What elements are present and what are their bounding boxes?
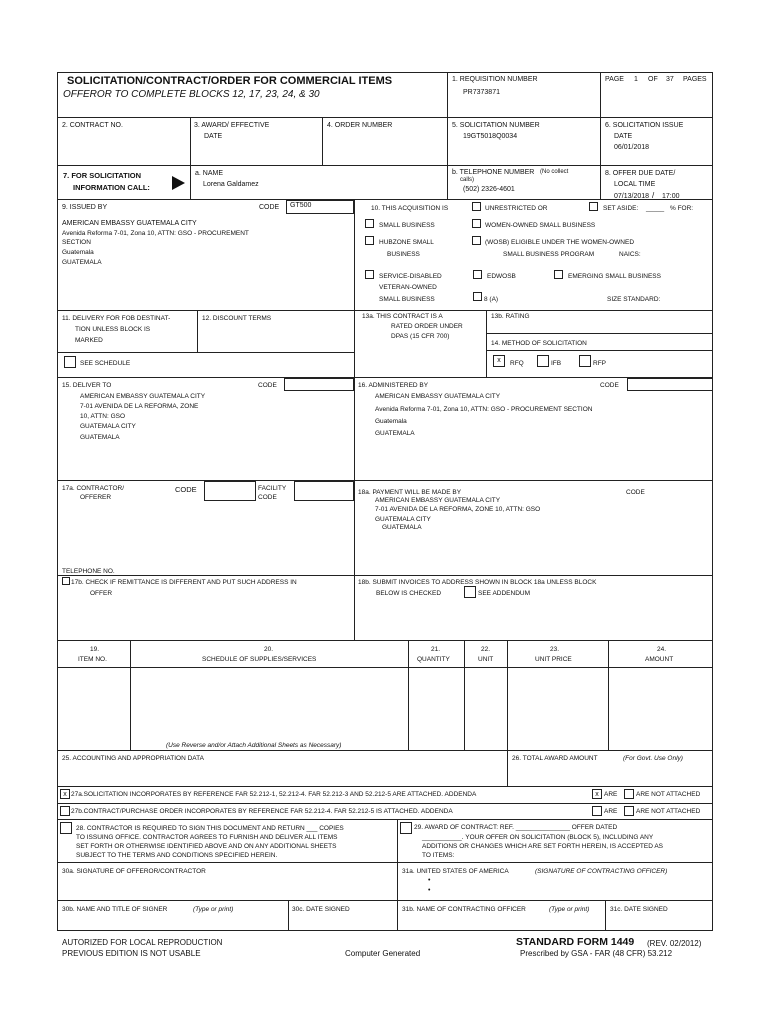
rfq-label: RFQ	[510, 360, 524, 367]
b18a-label: 18a. PAYMENT WILL BE MADE BY	[358, 489, 462, 496]
b11-label: 11. DELIVERY FOR FOB DESTINAT-	[62, 315, 171, 322]
wosb-eligible-checkbox[interactable]	[472, 236, 481, 245]
wosb-checkbox[interactable]	[472, 219, 481, 228]
col24-num: 24.	[657, 646, 667, 653]
standard-form-rev: (REV. 02/2012)	[647, 939, 702, 948]
b27a-are-not-label: ARE NOT ATTACHED	[636, 791, 701, 798]
small-business-checkbox[interactable]	[365, 219, 374, 228]
emerging-checkbox[interactable]	[554, 270, 563, 279]
b30b-label: 30b. NAME AND TITLE OF SIGNER	[62, 906, 168, 913]
b9-line: Avenida Reforma 7-01, Zona 10, ATTN: GSO - PROCUREMENT	[62, 230, 249, 237]
b13a-label: 13a. THIS CONTRACT IS A	[362, 313, 443, 320]
hubzone-label2: BUSINESS	[387, 251, 420, 258]
b11-label3: MARKED	[75, 337, 103, 344]
col-quantity: QUANTITY	[417, 656, 450, 663]
standard-form-title: STANDARD FORM 1449	[516, 936, 635, 948]
offer-due-slash: /	[652, 191, 655, 200]
col-schedule: SCHEDULE OF SUPPLIES/SERVICES	[202, 656, 317, 663]
b27b-are-not-label: ARE NOT ATTACHED	[636, 808, 701, 815]
b27a-are-checkbox[interactable]: x	[592, 789, 602, 799]
footer-computer-generated: Computer Generated	[345, 949, 421, 958]
b8-label: 8. OFFER DUE DATE/	[605, 170, 676, 177]
eight-a-label: 8 (A)	[484, 296, 499, 303]
set-aside-checkbox[interactable]	[589, 202, 598, 211]
b29-text2: ___________. YOUR OFFER ON SOLICITATION (BLOCK 5), INCLUDING ANY	[422, 834, 654, 841]
b13b-label: 13b. RATING	[491, 313, 530, 320]
b26-label: 26. TOTAL AWARD AMOUNT	[512, 755, 598, 762]
col22-num: 22.	[481, 646, 491, 653]
b28-text4: SUBJECT TO THE TERMS AND CONDITIONS SPECIFIED HEREIN.	[76, 852, 278, 859]
b28-text3: SET FORTH OR OTHERWISE IDENTIFIED ABOVE AND ON ANY ADDITIONAL SHEETS	[76, 843, 337, 850]
b30c-label: 30c. DATE SIGNED	[292, 906, 350, 913]
b9-line: Guatemala	[62, 249, 94, 256]
b27b-text: 27b.CONTRACT/PURCHASE ORDER INCORPORATES BY REFERENCE FAR 52.212-4. FAR 52.212-5 IS ATTACHED. ADDENDA	[71, 808, 453, 815]
b12-label: 12. DISCOUNT TERMS	[202, 315, 272, 322]
facility-label2: CODE	[258, 494, 277, 501]
facility-code-field[interactable]	[294, 481, 354, 501]
col-unit: UNIT	[478, 656, 494, 663]
emerging-label: EMERGING SMALL BUSINESS	[568, 273, 661, 280]
b29-text4: TO ITEMS:	[422, 852, 455, 859]
see-schedule-checkbox[interactable]	[64, 356, 76, 368]
col-amount: AMOUNT	[645, 656, 674, 663]
b7b-note2: calls)	[460, 177, 475, 183]
b7-label: 7. FOR SOLICITATION	[63, 171, 142, 180]
edwosb-checkbox[interactable]	[473, 270, 482, 279]
b27b-are-label: ARE	[604, 808, 618, 815]
offer-due-date: 07/13/2018	[614, 193, 650, 200]
b16-line: AMERICAN EMBASSY GUATEMALA CITY	[375, 393, 501, 400]
col23-num: 23.	[550, 646, 560, 653]
b31c-label: 31c. DATE SIGNED	[610, 906, 668, 913]
unrestricted-label: UNRESTRICTED OR	[485, 205, 548, 212]
schedule-note: (Use Reverse and/or Attach Additional Sheets as Necessary)	[166, 742, 342, 749]
b27a-are-not-checkbox[interactable]	[624, 789, 634, 799]
ifb-checkbox[interactable]	[537, 355, 549, 367]
hubzone-label: HUBZONE SMALL	[379, 239, 434, 246]
b7-label2: INFORMATION CALL:	[73, 183, 150, 192]
b15-line: 7-01 AVENIDA DE LA REFORMA, ZONE	[80, 403, 199, 410]
b15-line: 10, ATTN: GSO	[80, 413, 126, 420]
page-label: PAGE	[605, 76, 624, 83]
contact-name: Lorena Galdamez	[203, 181, 259, 188]
b27a-text: 27a.SOLICITATION INCORPORATES BY REFERENCE FAR 52.212-1, 52.212-4. FAR 52.212-3 AND 52.212-5 ARE ATTACHED. ADDENDA	[71, 791, 477, 798]
sdvosb-label: SERVICE-DISABLED	[379, 273, 442, 280]
facility-label: FACILITY	[258, 485, 287, 492]
b31a-label: 31a. UNITED STATES OF AMERICA	[402, 868, 509, 875]
form-title: SOLICITATION/CONTRACT/ORDER FOR COMMERCIAL ITEMS	[67, 75, 393, 87]
b9-code-value: GT500	[286, 200, 354, 214]
sdvosb-label2: VETERAN-OWNED	[379, 284, 437, 291]
b18a-line: GUATEMALA	[382, 524, 422, 531]
b27b-checkbox[interactable]	[60, 806, 70, 816]
col19-num: 19.	[90, 646, 100, 653]
b27b-are-checkbox[interactable]	[592, 806, 602, 816]
page-of: OF	[648, 76, 658, 83]
b4-label: 4. ORDER NUMBER	[327, 122, 393, 129]
sdvosb-checkbox[interactable]	[365, 270, 374, 279]
unrestricted-checkbox[interactable]	[472, 202, 481, 211]
b15-code-field[interactable]	[284, 378, 354, 391]
b17b-label: 17b. CHECK IF REMITTANCE IS DIFFERENT AND PUT SUCH ADDRESS IN	[71, 579, 297, 586]
naics-label: NAICS:	[619, 251, 641, 258]
b16-line: Avenida Reforma 7-01, Zona 10, ATTN: GSO - PROCUREMENT SECTION	[375, 406, 593, 413]
b17a-code-label: CODE	[175, 485, 197, 494]
b28-checkbox[interactable]	[60, 822, 72, 834]
b18b-label2: BELOW IS CHECKED	[376, 590, 442, 597]
remittance-checkbox[interactable]	[62, 577, 70, 585]
b30b-note: (Type or print)	[193, 906, 234, 913]
b14-label: 14. METHOD OF SOLICITATION	[491, 340, 587, 347]
bullet-icon: •	[428, 877, 431, 884]
b16-code-label: CODE	[600, 382, 619, 389]
b17b-label2: OFFER	[90, 590, 113, 597]
set-aside-percent: _____	[646, 205, 665, 212]
b18a-line: 7-01 AVENIDA DE LA REFORMA, ZONE 10, ATTN: GSO	[375, 506, 541, 513]
b27a-are-label: ARE	[604, 791, 618, 798]
col20-num: 20.	[264, 646, 274, 653]
page-number: 1	[634, 76, 638, 83]
b7a-label: a. NAME	[195, 170, 224, 177]
b29-checkbox[interactable]	[400, 822, 412, 834]
b5-label: 5. SOLICITATION NUMBER	[452, 122, 540, 129]
b9-line: AMERICAN EMBASSY GUATEMALA CITY	[62, 220, 197, 227]
eight-a-checkbox[interactable]	[473, 292, 482, 301]
prescribed-by: Prescribed by GSA - FAR (48 CFR) 53.212	[520, 949, 673, 958]
solicitation-issue-date: 06/01/2018	[614, 144, 650, 151]
b2-label: 2. CONTRACT NO.	[62, 122, 123, 129]
b26-note: (For Govt. Use Only)	[623, 755, 683, 762]
see-schedule-label: SEE SCHEDULE	[80, 360, 131, 367]
requisition-number: PR7373871	[463, 89, 500, 96]
rfp-label: RFP	[593, 360, 606, 367]
edwosb-label: EDWOSB	[487, 273, 516, 280]
b3-label: 3. AWARD/ EFFECTIVE	[194, 122, 270, 129]
b7b-label: b. TELEPHONE NUMBER	[452, 169, 535, 176]
set-aside-for: % FOR:	[670, 205, 694, 212]
b18b-label: 18b. SUBMIT INVOICES TO ADDRESS SHOWN IN BLOCK 18a UNLESS BLOCK	[358, 579, 597, 586]
size-standard-label: SIZE STANDARD:	[607, 296, 661, 303]
col-unit-price: UNIT PRICE	[535, 656, 572, 663]
b27b-are-not-checkbox[interactable]	[624, 806, 634, 816]
b10-label: 10. THIS ACQUISITION IS	[371, 205, 449, 212]
b30a-label: 30a. SIGNATURE OF OFFEROR/CONTRACTOR	[62, 868, 206, 875]
wosb-label: WOMEN-OWNED SMALL BUSINESS	[485, 222, 596, 229]
page-total: 37	[666, 76, 674, 83]
telephone-label: TELEPHONE NO.	[62, 568, 115, 575]
b16-line: GUATEMALA	[375, 430, 415, 437]
b9-label: 9. ISSUED BY	[62, 204, 108, 211]
b7b-note: (No collect	[540, 169, 569, 175]
see-addendum-checkbox[interactable]	[464, 586, 476, 598]
b6-label2: DATE	[614, 133, 633, 140]
b13a-label3: DPAS (15 CFR 700)	[391, 333, 450, 340]
b16-label: 16. ADMINISTERED BY	[358, 382, 429, 389]
wosb-eligible-label: (WOSB) ELIGIBLE UNDER THE WOMEN-OWNED	[485, 239, 635, 246]
b29-text3: ADDITIONS OR CHANGES WHICH ARE SET FORTH HEREIN, IS ACCEPTED AS	[422, 843, 664, 850]
wosb-eligible-label2: SMALL BUSINESS PROGRAM	[503, 251, 595, 258]
b28-text: 28. CONTRACTOR IS REQUIRED TO SIGN THIS DOCUMENT AND RETURN ___ COPIES	[76, 825, 344, 832]
b9-line: SECTION	[62, 239, 91, 246]
b15-label: 15. DELIVER TO	[62, 382, 112, 389]
b31b-label: 31b. NAME OF CONTRACTING OFFICER	[402, 906, 526, 913]
b17a-code-field[interactable]	[204, 481, 256, 501]
b29-text: 29. AWARD OF CONTRACT: REF. _______________ OFFER DATED	[414, 824, 618, 831]
col-item-no: ITEM NO.	[78, 656, 107, 663]
hubzone-checkbox[interactable]	[365, 236, 374, 245]
b15-line: AMERICAN EMBASSY GUATEMALA CITY	[80, 393, 206, 400]
b9-line: GUATEMALA	[62, 259, 102, 266]
b18a-line: AMERICAN EMBASSY GUATEMALA CITY	[375, 497, 501, 504]
col21-num: 21.	[431, 646, 441, 653]
b16-code-field[interactable]	[627, 378, 713, 391]
form-subtitle: OFFEROR TO COMPLETE BLOCKS 12, 17, 23, 24, & 30	[63, 89, 320, 100]
b27a-checkbox[interactable]: x	[60, 789, 70, 799]
rfp-checkbox[interactable]	[579, 355, 591, 367]
solicitation-number: 19GT5018Q0034	[463, 133, 518, 140]
b18a-line: GUATEMALA CITY	[375, 516, 431, 523]
b25-label: 25. ACCOUNTING AND APPROPRIATION DATA	[62, 755, 204, 762]
b6-label: 6. SOLICITATION ISSUE	[605, 122, 684, 129]
set-aside-label: SET ASIDE:	[603, 205, 639, 212]
b17a-label: 17a. CONTRACTOR/	[62, 485, 125, 492]
b17a-label2: OFFERER	[80, 494, 112, 501]
b31a-note: (SIGNATURE OF CONTRACTING OFFICER)	[535, 868, 668, 875]
contact-telephone: (502) 2326-4601	[463, 186, 515, 193]
b11-label2: TION UNLESS BLOCK IS	[75, 326, 151, 333]
b15-line: GUATEMALA	[80, 434, 120, 441]
small-business-label: SMALL BUSINESS	[379, 222, 435, 229]
sdvosb-label3: SMALL BUSINESS	[379, 296, 435, 303]
b8-label2: LOCAL TIME	[614, 181, 656, 188]
ifb-label: IFB	[551, 360, 562, 367]
footer-authorized: AUTORIZED FOR LOCAL REPRODUCTION	[62, 938, 223, 947]
b28-text2: TO ISSUING OFFICE. CONTRACTOR AGREES TO FURNISH AND DELIVER ALL ITEMS	[76, 834, 338, 841]
b3-label2: DATE	[204, 133, 223, 140]
b15-code-label: CODE	[258, 382, 277, 389]
see-addendum-label: SEE ADDENDUM	[478, 590, 531, 597]
bullet-icon: •	[428, 887, 431, 894]
b31b-note: (Type or print)	[549, 906, 590, 913]
rfq-checkbox[interactable]: x	[493, 355, 505, 367]
b16-line: Guatemala	[375, 418, 407, 425]
b18a-code-label: CODE	[626, 489, 645, 496]
b1-label: 1. REQUISITION NUMBER	[452, 76, 538, 83]
pages-label: PAGES	[683, 76, 707, 83]
b13a-label2: RATED ORDER UNDER	[391, 323, 463, 330]
b15-line: GUATEMALA CITY	[80, 423, 136, 430]
offer-due-time: 17:00	[662, 193, 680, 200]
footer-previous-edition: PREVIOUS EDITION IS NOT USABLE	[62, 949, 201, 958]
arrow-right-icon	[172, 176, 185, 190]
b9-code-label: CODE	[259, 204, 280, 211]
